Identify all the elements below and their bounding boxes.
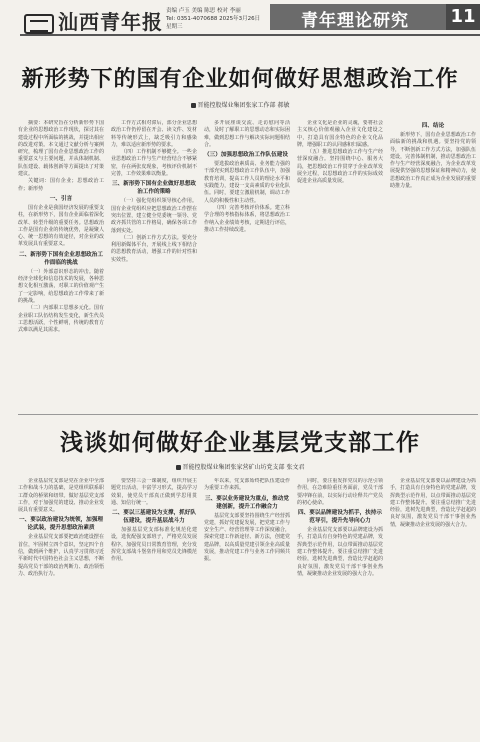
- issue-meta: [166, 7, 266, 31]
- article-divider: [18, 414, 478, 415]
- logo-mark-icon: [24, 14, 54, 34]
- paragraph: （五）推进思想政治工作与生产经营深度融合。坚持围绕中心、服务大局，把思想政治工作贯穿于企业改革发展全过程，以思想政治工作的实际成效促进企业高质量发展。: [297, 149, 383, 185]
- article2-subhead-team: 二、要以三基建设为支撑，抓好队伍建设，提升基层战斗力: [112, 510, 196, 525]
- article1-author: 晋能控股煤业集团张家工作部 郝敏: [197, 102, 290, 109]
- paragraph: （四）完善考核评价体系。建立科学合理的考核指标体系，将思想政治工作纳入企业绩效考核，定期进行评估，推动工作持续改进。: [204, 204, 290, 233]
- paragraph: 加强基层党支部标准化规范化建设，选优配强支部班子，严格党员发展程序，加强党员日常教育管理，充分发挥党支部战斗堡垒作用和党员先锋模范作用。: [111, 527, 197, 563]
- paragraph: 基层党支部要坚持围绕生产经营抓党建，抓好党建促发展，把党建工作与安全生产、经营管理等工作深度融合，探索党建工作新途径、新方法，创建党建品牌，以高质量党建引领企业高质量发展，推动党建工作与业务工作同频共振。: [204, 512, 290, 563]
- logo-text: 汕西青年报: [58, 10, 163, 34]
- editor-line: 责编 卢玉 美编 陈思 校对 李丽: [166, 8, 241, 14]
- article2-author: 晋能控股煤业集团张家营矿山坊党支部 张文君: [182, 464, 305, 471]
- paragraph: 同时，要注重发挥党员的示范引领作用，在急难险重任务面前，党员干部要冲锋在前，以实际行动诠释共产党员的初心使命。: [297, 478, 383, 506]
- article1-subhead-intro: 一、引言: [49, 195, 73, 202]
- article1-column-3: [204, 120, 290, 412]
- paragraph: 工作方式相对滞后，部分企业思想政治工作仍停留在开会、读文件、发材料等传统形式上，缺乏吸引力和感染力，难以适应新形势的要求。: [111, 120, 197, 148]
- article1-subhead-conclusion: 四、结论: [421, 123, 445, 129]
- article2-column-2: [111, 478, 197, 736]
- paragraph: 多开展座谈交流、走访慰问等活动，及时了解职工的思想动态和实际困难，做到思想工作与解决实际问题相结合。: [204, 120, 290, 148]
- article2-column-1: [18, 478, 104, 736]
- article2-column-5: [390, 478, 476, 736]
- paragraph: 企业基层党支部是党在企业中全部工作和战斗力的基础，是党组织联系职工群众的桥梁和纽带。做好基层党支部工作，对于加强党的建设、推动企业发展具有重要意义。: [18, 478, 104, 514]
- article1-keywords: 关键词：国有企业；思想政治工作；新形势: [18, 178, 104, 192]
- paragraph: 企业基层党支部要把政治建设摆在首位，牢固树立四个意识，坚定四个自信，做到两个维护，认真学习贯彻习近平新时代中国特色社会主义思想，不断提高党员干部的政治判断力、政治领悟力、政治执行力。: [18, 534, 104, 577]
- article2-subhead-brand: 四、要以品牌建设为抓手，扶持示范导引，提升先导向心力: [298, 510, 382, 525]
- article2-byline: [0, 462, 480, 471]
- paragraph: 要坚持三会一课制度，组织开展主题党日活动，丰富学习形式，提高学习效果，使党员干部真正做到学思用贯通、知信行统一。: [111, 478, 197, 506]
- article1-subhead-team: （三）加强思想政治工作队伍建设: [204, 152, 288, 159]
- paragraph: （四）工作机制不够健全。一些企业思想政治工作与生产经营结合不够紧密，存在两张皮现象，考核评价机制不完善，工作效果难以衡量。: [111, 149, 197, 178]
- article2-headline: 浅谈如何做好企业基层党支部工作: [60, 430, 420, 456]
- paragraph: 要选拔政治素质高、业务能力强的干部充实到思想政治工作队伍中，加强教育培训，提高工作人员的理论水平和实践能力，建设一支高素质的专业化队伍。同时，要建立激励机制，调动工作人员的积极性和主动性。: [204, 161, 290, 204]
- article1-byline: [0, 100, 480, 109]
- article2-subhead-business: 三、要以业务建设为重点，推动党建创新，提升工作融合力: [205, 495, 289, 510]
- article2-subhead-political: 一、要以政治建设为统领，加强理论武装，提升思想政治素质: [19, 517, 103, 532]
- date-line: Tel: 0351-4070688 2025年3月26日 星期三: [166, 16, 261, 30]
- paragraph: （一）外部意识形态的冲击。随着经济全球化和信息技术的发展，各种思想文化相互激荡，对职工的价值观产生了一定影响，给思想政治工作带来了新的挑战。: [18, 268, 104, 304]
- paragraph: （二）内部职工思想多元化。国有企业职工队伍结构发生变化，新生代员工思想活跃，个性鲜明，传统的教育方式难以满足其需求。: [18, 305, 104, 334]
- article2-column-3: [204, 478, 290, 736]
- byline-square-icon: [191, 103, 196, 108]
- article1-subhead-challenges: 二、新形势下国有企业思想政治工作面临的挑战: [19, 251, 103, 266]
- article1-column-1: [18, 120, 104, 412]
- paragraph: 新形势下，国有企业思想政治工作面临新的挑战和机遇。要坚持党的领导，不断创新工作方式方法，加强队伍建设，完善体制机制，推动思想政治工作与生产经营深度融合，为企业改革发展提供坚强的思想保证和精神动力，使思想政治工作真正成为企业发展的重要助推力量。: [390, 132, 476, 190]
- paragraph: （二）创新工作方式方法。要充分利用新媒体平台，开展线上线下相结合的思想教育活动，增强工作的针对性和实效性。: [111, 234, 197, 263]
- article1-column-5: [390, 120, 476, 412]
- article1-abstract: 摘要：本研究旨在分析新形势下国有企业的思想政治工作现状，探讨其在建设过程中所面临的挑战，并提出相应的改进对策。本文通过文献分析与案例研究，梳理了国有企业思想政治工作的重要意义与主要问题，并从体制机制、队伍建设、载体创新等方面提出了对策建议。: [18, 120, 104, 178]
- article1-headline: 新形势下的国有企业如何做好思想政治工作: [21, 67, 459, 92]
- paragraph: 企业文化是企业的灵魂，要将社会主义核心价值观融入企业文化建设之中，打造具有国企特色的企业文化品牌，增强职工的认同感和归属感。: [297, 120, 383, 148]
- paragraph: 企业基层党支部要以品牌建设为抓手，打造具有自身特色的党建品牌，发挥典型示范作用，以点带面推动基层党建工作整体提升。要注重总结推广先进经验，选树先进典型，营造比学赶超的良好氛围，激发党员干部干事创业热情，凝聚推动企业发展的强大合力。: [297, 527, 383, 577]
- paragraph: （一）强化党组织领导核心作用。国有企业党组织应把思想政治工作摆在突出位置，建立健全党委统一领导、党政齐抓共管的工作格局，确保各项工作落到实处。: [111, 198, 197, 234]
- section-banner: [270, 4, 480, 30]
- paragraph: 企业基层党支部要以品牌建设为抓手，打造具有自身特色的党建品牌，发挥典型示范作用，以点带面推动基层党建工作整体提升。要注重总结推广先进经验，选树先进典型，营造比学赶超的良好氛围，激发党员干部干事创业热情，凝聚推动企业发展的强大合力。: [390, 478, 476, 528]
- article1-column-4: [297, 120, 383, 412]
- newspaper-logo: [24, 6, 163, 34]
- article1-column-2: [111, 120, 197, 412]
- article1-subhead-strategies: 三、新形势下国有企业做好思想政治工作的策略: [112, 181, 196, 196]
- header-rule: [20, 34, 480, 36]
- section-title: 青年理论研究: [301, 11, 409, 31]
- paragraph: 国有企业是我国经济发展的重要支柱，在新形势下，国有企业面临着深化改革、转型升级的重要任务。思想政治工作是国有企业的传统优势，是凝聚人心、统一思想的有效途径，对企业的改革发展具有重要意义。: [18, 204, 104, 248]
- page-number: 11: [446, 4, 480, 30]
- paragraph: 年以来，党支部始终把队伍建设作为重要工作来抓。: [204, 478, 290, 492]
- masthead: [0, 0, 480, 38]
- byline-square-icon: [176, 465, 181, 470]
- article2-column-4: [297, 478, 383, 736]
